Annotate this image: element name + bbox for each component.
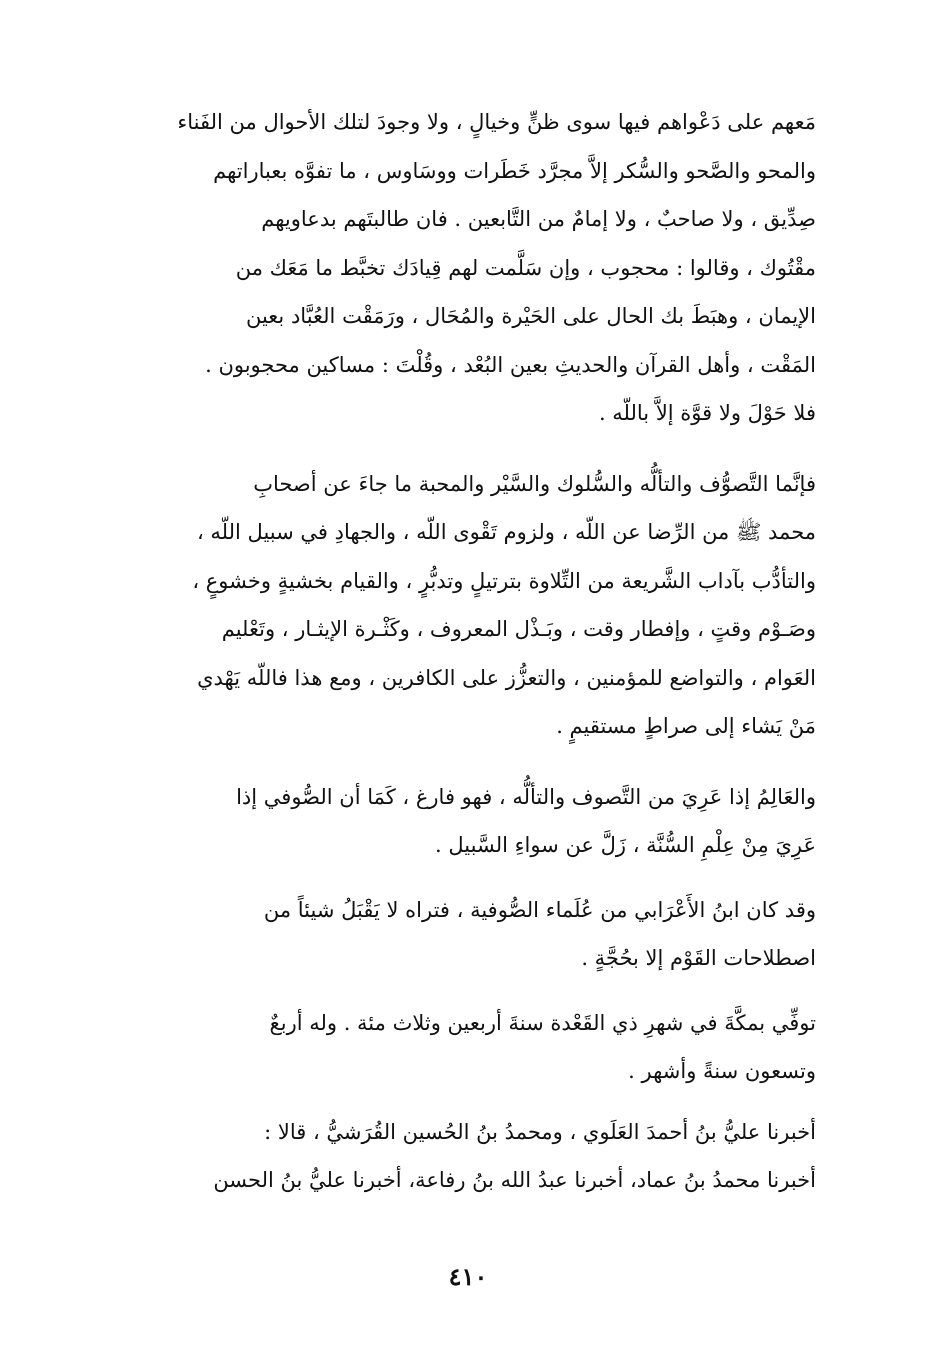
text-line: فلا حَوْلَ ولا قوَّة إلاَّ باللّه . (598, 401, 816, 425)
text-line: أخبرنا محمدُ بنُ عماد، أخبرنا عبدُ الله بنُ رفاعة، أخبرنا عليُّ بنُ الحسن (213, 1168, 816, 1192)
page-number: ٤١٠ (448, 1262, 488, 1291)
text-line: المَقْت ، وأهل القرآن والحديثِ بعين البُعْد ، وقُلْتَ : مساكين محجوبون . (205, 352, 816, 377)
paragraph-gap (116, 438, 816, 460)
text-line: فإنَّما التَّصوُّف والتألُّه والسُّلوك والسَّيْر والمحبة ما جاءَ عن أصحابِ (253, 471, 816, 496)
paragraph-gap (116, 870, 816, 886)
text-line: صِدِّيق ، ولا صاحبٌ ، ولا إمامٌ من التَّابعين . فان طالبتَهم بدعاويهم (261, 207, 816, 231)
text-line: عَرِيَ مِنْ عِلْمِ السُّنَّة ، زَلَّ عن سواءِ السَّبيل . (435, 833, 816, 857)
paragraph-4 (116, 886, 816, 983)
paragraph-gap (116, 1096, 816, 1108)
text-line: والمحو والصَّحو والسُّكر إلاَّ مجرَّد خَطَرات ووسَاوس ، ما تفوَّه بعباراتهم (213, 158, 816, 183)
text-line: مَنْ يَشاء إلى صراطٍ مستقيمٍ . (556, 714, 816, 738)
paragraph-2 (116, 460, 816, 751)
text-line: محمد ﷺ من الرِّضا عن اللّه ، ولزوم تَقْوى اللّه ، والجهادِ في سبيل اللّه ، (196, 520, 816, 544)
page-body (116, 98, 816, 1205)
text-line: والعَالِمُ إذا عَرِيَ من التَّصوف والتألُّه ، فهو فارغ ، كَمَا أن الصُّوفي إذا (236, 784, 816, 809)
paragraph-gap (116, 751, 816, 773)
text-line: العَوام ، والتواضع للمؤمنين ، والتعزُّز على الكافرين ، ومع هذا فاللّه يَهْدي (197, 665, 816, 690)
text-line: والتأدُّب بآداب الشَّريعة من التِّلاوة بترتيلٍ وتدبُّرٍ ، والقيام بخشيةٍ وخشوعٍ ، (192, 568, 816, 593)
paragraph-gap (116, 983, 816, 999)
text-line: مقْتُوك ، وقالوا : محجوب ، وإن سَلَّمت لهم قِيادَك تخبَّط ما مَعَك من (235, 255, 816, 280)
paragraph-3 (116, 773, 816, 870)
paragraph-5 (116, 999, 816, 1096)
paragraph-1 (116, 98, 816, 438)
text-line: وقد كان ابنُ الأَعْرَابي من عُلَماء الصُّوفية ، فتراه لا يَقْبَلُ شيئاً من (263, 897, 816, 922)
text-line: توفِّي بمكَّةَ في شهرِ ذي القَعْدة سنةَ أربعين وثلاث مئة . وله أربعٌ (269, 1010, 816, 1035)
text-line: الإيمان ، وهبَطَ بك الحال على الحَيْرة والمُحَال ، ورَمَقْت العُبَّاد بعين (245, 304, 816, 328)
text-line: أخبرنا عليُّ بنُ أحمدَ العَلَوي ، ومحمدُ بنُ الحُسين القُرَشيُّ ، قالا : (264, 1119, 816, 1144)
text-line: وصَـوْم وقتٍ ، وإفطار وقت ، وبَـذْل المعروف ، وكَثْـرة الإيثـار ، وتَعْليم (221, 617, 816, 641)
paragraph-6 (116, 1108, 816, 1205)
text-line: وتسعون سنةً وأشهر . (628, 1059, 816, 1083)
text-line: مَعهم على دَعْواهم فيها سوى ظنٍّ وخيالٍ ، ولا وجودَ لتلك الأحوال من الفَناء (177, 110, 816, 134)
text-line: اصطلاحات القَوْم إلا بحُجَّةٍ . (581, 946, 816, 970)
